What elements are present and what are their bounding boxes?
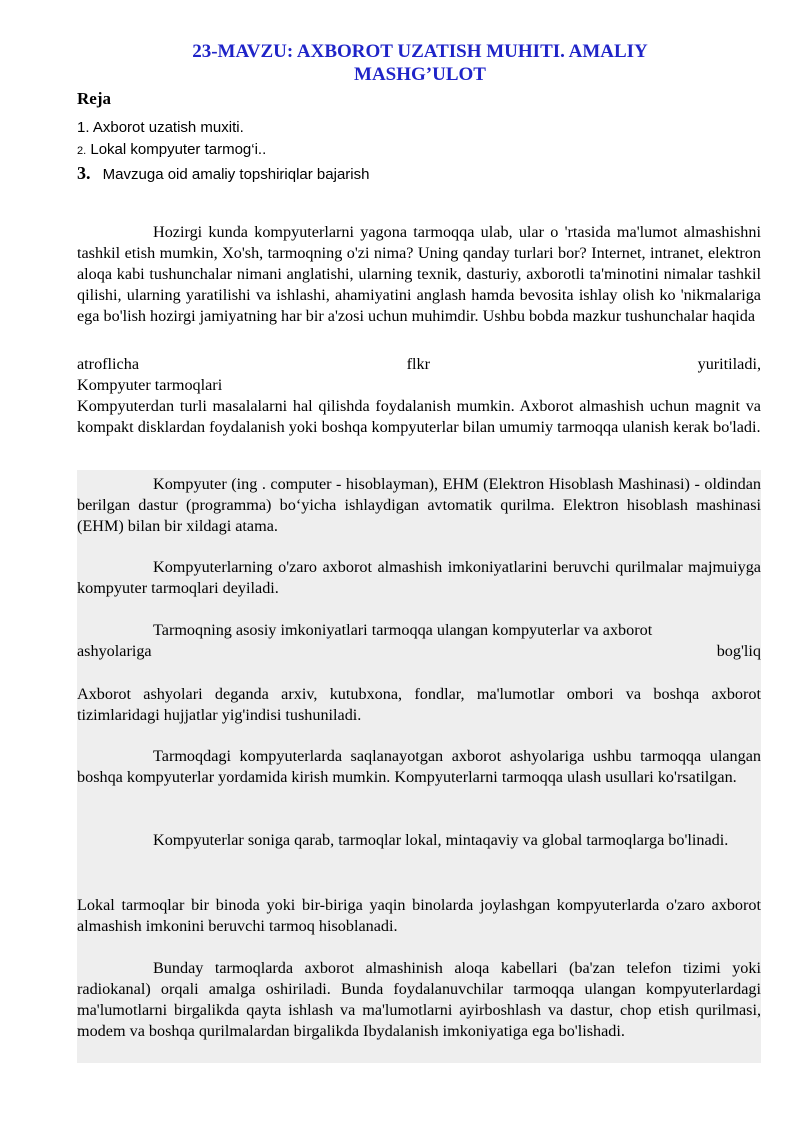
title-line-2: MASHG’ULOT [354,64,486,85]
capabilities-word: bog'liq [716,642,761,660]
plan-item-2 [77,141,266,158]
paragraph-types: Kompyuterlar soniga qarab, tarmoqlar lokal, mintaqaviy va global tarmoqlarga bo'linadi. [153,831,729,849]
paragraph-local: Lokal tarmoqlar bir binoda yoki bir-biriga yaqin binolarda joylashgan kompyuterlarda o'zaro axborot almashish imkonini beruvchi tarmoq hisoblanadi. [77,896,761,935]
plan-item-number: 1. [77,119,90,136]
document-title [100,40,740,86]
paragraph-access: Tarmoqdagi kompyuterlarda saqlanayotgan axborot ashyolariga ushbu tarmoqqa ulangan boshqa kompyuterlar yordamida kirish mumkin. Kompyuterlarni tarmoqqa ulash usullari ko'rsatilgan. [77,747,761,786]
section-subheading: Kompyuter tarmoqlari [77,376,223,394]
paragraph-definition: Kompyuter (ing . computer - hisoblayman), EHM (Elektron Hisoblash Mashinasi) - oldindan berilgan dastur (programma) bo‘yicha ishlaydigan avtomatik qurilma. Elektron hisoblash mashinasi (EHM) bilan bir xildagi atama. [77,475,761,535]
intro-word: flkr [406,355,430,373]
paragraph-kompyuterdan: Kompyuterdan turli masalalarni hal qilishda foydalanish mumkin. Axborot almashish uchun magnit va kompakt disklardan foydalanish yoki boshqa kompyuterlar bilan umumiy tarmoqqa ulanish kerak bo'ladi. [77,397,761,436]
plan-item-1 [77,119,244,136]
intro-word: atroflicha [77,355,140,373]
title-line-1: 23-MAVZU: AXBOROT UZATISH MUHITI. AMALIY [192,41,648,62]
plan-item-text: Lokal kompyuter tarmog‘i.. [90,141,267,158]
intro-paragraph: Hozirgi kunda kompyuterlarni yagona tarmoqqa ulab, ular o 'rtasida ma'lumot almashishni tashkil etish mumkin, Xo'sh, tarmoqning o'zi nima? Uning qanday turlari bor? Internet, intranet, elektron aloqa kabi tushunchalar nimani anglatishi, ularning texnik, dasturiy, axborotli ta'minotini nimalar tashkil qilishi, ularning yaratilishi va ishlashi, ahamiyatini anglash hamda bevosita ishlay olish ko 'nikmalariga ega bo'lish hozirgi jamiyatning har bir a'zosi uchun muhimdir. Ushbu bobda mazkur tushunchalar haqida [77,223,761,325]
intro-word: yuritiladi, [697,355,761,373]
paragraph-capabilities: Tarmoqning asosiy imkoniyatlari tarmoqqa ulangan kompyuterlar va axborot [153,621,653,639]
plan-item-text: Axborot uzatish muxiti. [92,119,244,136]
plan-heading: Reja [77,89,111,108]
paragraph-resources: Axborot ashyolari deganda arxiv, kutubxona, fondlar, ma'lumotlar ombori va boshqa axborot tizimlaridagi hujjatlar yig'indisi tushuniladi. [77,685,761,724]
capabilities-word: ashyolariga [77,642,152,660]
paragraph-cables: Bunday tarmoqlarda axborot almashinish aloqa kabellari (ba'zan telefon tizimi yoki radiokanal) orqali amalga oshiriladi. Bunda foydalanuvchilar tarmoqqa ulangan kompyuterlardagi ma'lumotlarni birgalikda qayta ishlash va ma'lumotlarni ayirboshlash va dastur, chop etish qurilmasi, modem va boshqa qurilmalardan birgalikda Ibydalanish imkoniyatiga ega bo'lishadi. [77,959,761,1040]
plan-item-3 [77,163,369,184]
plan-item-text: Mavzuga oid amaliy topshiriqlar bajarish [102,166,370,183]
paragraph-network: Kompyuterlarning o'zaro axborot almashish imkoniyatlarini beruvchi qurilmalar majmuiyga kompyuter tarmoqlari deyiladi. [77,558,761,597]
plan-item-number: 3. [77,163,91,183]
capabilities-last-line [77,641,761,662]
plan-item-number: 2. [77,145,87,157]
intro-last-line [77,354,761,375]
